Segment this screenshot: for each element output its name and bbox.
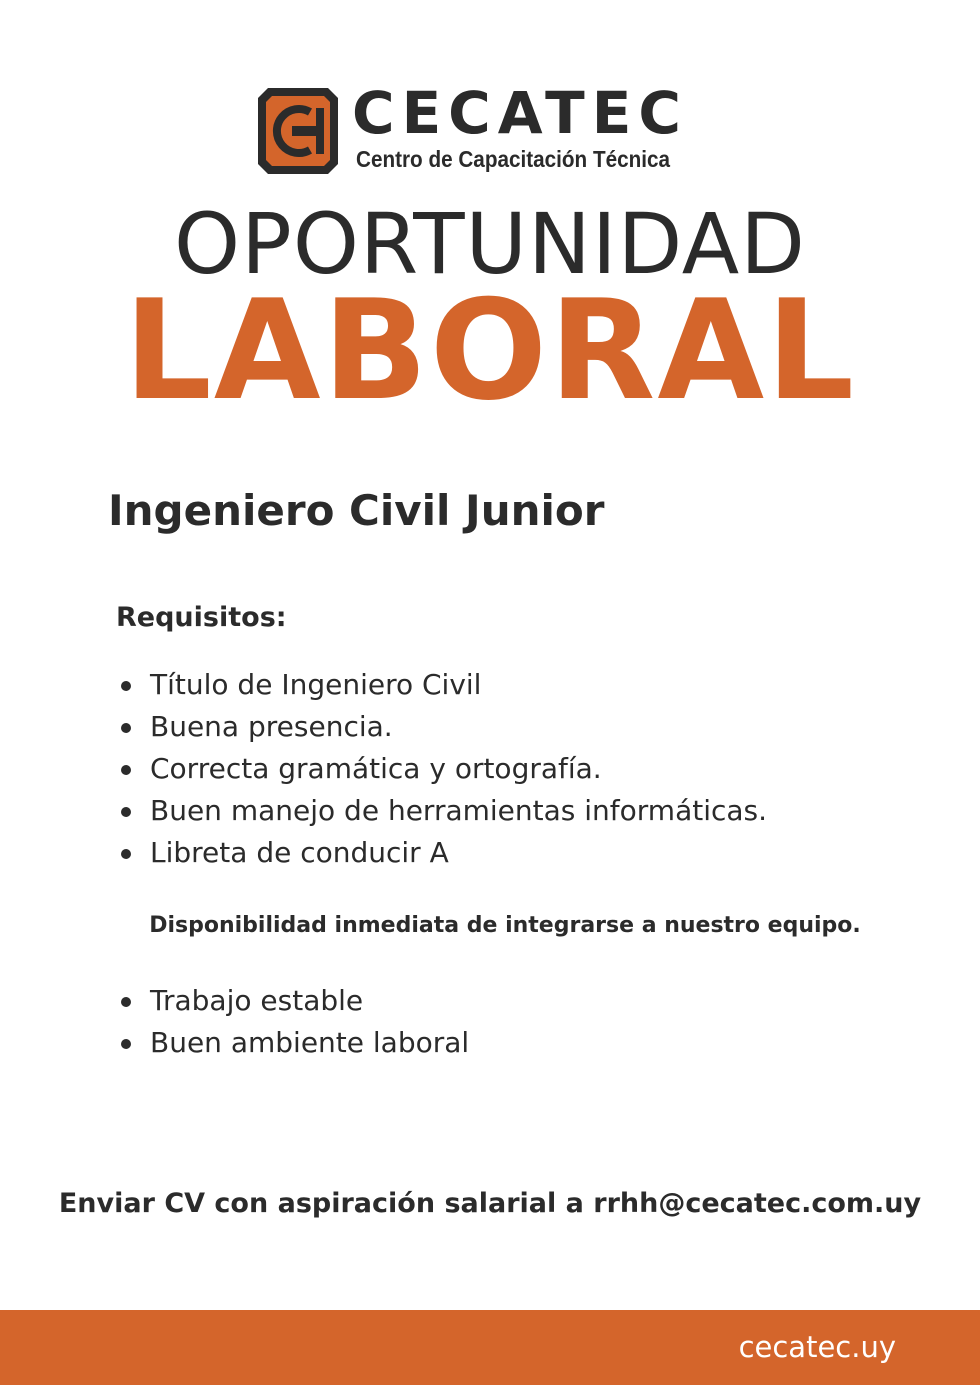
cecatec-logo-icon bbox=[258, 88, 338, 174]
list-item: Trabajo estable bbox=[116, 980, 469, 1022]
footer-url[interactable]: cecatec.uy bbox=[738, 1330, 896, 1364]
list-item: Buen ambiente laboral bbox=[116, 1022, 469, 1064]
requirements-label: Requisitos: bbox=[116, 602, 287, 633]
benefits-list bbox=[116, 980, 469, 1064]
list-item: Libreta de conducir A bbox=[116, 832, 767, 874]
list-item: Correcta gramática y ortografía. bbox=[116, 748, 767, 790]
footer-bar bbox=[0, 1310, 980, 1385]
logo bbox=[258, 79, 688, 178]
headline-line-2: LABORAL bbox=[123, 270, 857, 431]
logo-name: CECATEC bbox=[352, 79, 688, 147]
job-title: Ingeniero Civil Junior bbox=[108, 486, 605, 535]
list-item: Buen manejo de herramientas informáticas. bbox=[116, 790, 767, 832]
requirements-list bbox=[116, 664, 767, 874]
contact-line: Enviar CV con aspiración salarial a rrhh@cecatec.com.uy bbox=[58, 1188, 922, 1219]
headline-line-1: OPORTUNIDAD bbox=[174, 195, 806, 293]
list-item: Título de Ingeniero Civil bbox=[116, 664, 767, 706]
list-item: Buena presencia. bbox=[116, 706, 767, 748]
availability-note: Disponibilidad inmediata de integrarse a nuestro equipo. bbox=[149, 913, 861, 938]
logo-subtitle: Centro de Capacitación Técnica bbox=[356, 146, 671, 172]
